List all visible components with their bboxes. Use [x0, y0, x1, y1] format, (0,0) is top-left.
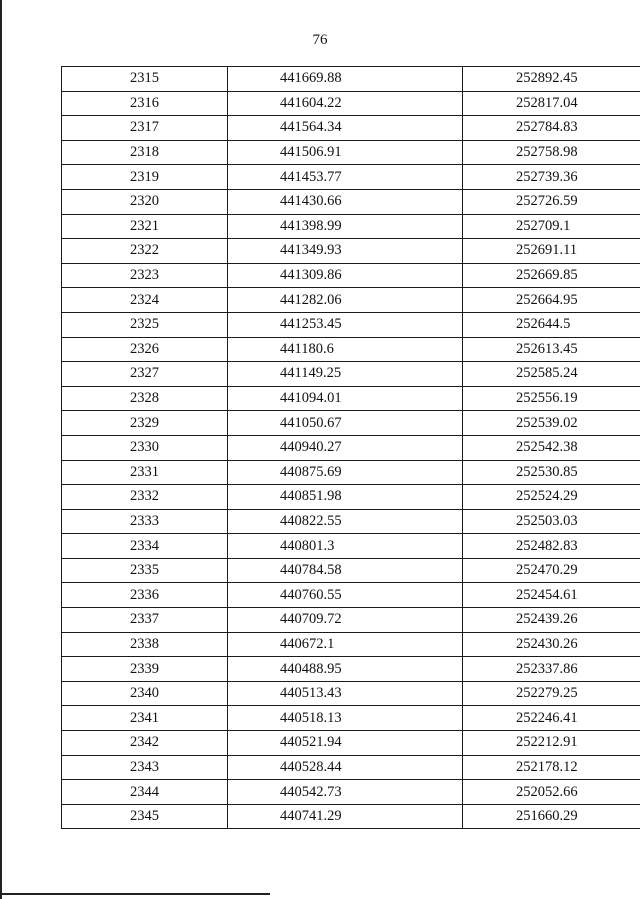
- x-coordinate-cell: 440709.72: [228, 608, 463, 633]
- point-id-cell: 2340: [62, 681, 228, 706]
- y-coordinate-cell: 252784.83: [463, 116, 640, 141]
- point-id-cell: 2345: [62, 804, 228, 829]
- table-row: [62, 312, 640, 337]
- x-coordinate-cell: 441149.25: [228, 362, 463, 387]
- x-coordinate-cell: 441180.6: [228, 337, 463, 362]
- point-id-cell: 2332: [62, 485, 228, 510]
- point-id-cell: 2344: [62, 780, 228, 805]
- y-coordinate-cell: 252709.1: [463, 214, 640, 239]
- table-row: [62, 165, 640, 190]
- x-coordinate-cell: 440521.94: [228, 731, 463, 756]
- table-row: [62, 731, 640, 756]
- table-row: [62, 116, 640, 141]
- coordinate-table: [61, 66, 640, 829]
- x-coordinate-cell: 440672.1: [228, 632, 463, 657]
- x-coordinate-cell: 440542.73: [228, 780, 463, 805]
- y-coordinate-cell: 252337.86: [463, 657, 640, 682]
- y-coordinate-cell: 252212.91: [463, 731, 640, 756]
- y-coordinate-cell: 252669.85: [463, 263, 640, 288]
- x-coordinate-cell: 441282.06: [228, 288, 463, 313]
- point-id-cell: 2328: [62, 386, 228, 411]
- y-coordinate-cell: 252758.98: [463, 140, 640, 165]
- y-coordinate-cell: 252613.45: [463, 337, 640, 362]
- point-id-cell: 2315: [62, 67, 228, 92]
- table-row: [62, 657, 640, 682]
- x-coordinate-cell: 440784.58: [228, 558, 463, 583]
- table-row: [62, 583, 640, 608]
- x-coordinate-cell: 440528.44: [228, 755, 463, 780]
- table-row: [62, 681, 640, 706]
- point-id-cell: 2320: [62, 189, 228, 214]
- point-id-cell: 2330: [62, 435, 228, 460]
- x-coordinate-cell: 441564.34: [228, 116, 463, 141]
- scan-edge-left: [0, 0, 2, 899]
- x-coordinate-cell: 440488.95: [228, 657, 463, 682]
- table-row: [62, 214, 640, 239]
- y-coordinate-cell: 252454.61: [463, 583, 640, 608]
- table-row: [62, 780, 640, 805]
- point-id-cell: 2343: [62, 755, 228, 780]
- x-coordinate-cell: 441430.66: [228, 189, 463, 214]
- x-coordinate-cell: 440940.27: [228, 435, 463, 460]
- scan-edge-bottom: [0, 893, 270, 895]
- point-id-cell: 2338: [62, 632, 228, 657]
- x-coordinate-cell: 440801.3: [228, 534, 463, 559]
- y-coordinate-cell: 252817.04: [463, 91, 640, 116]
- x-coordinate-cell: 441349.93: [228, 239, 463, 264]
- table-row: [62, 534, 640, 559]
- y-coordinate-cell: 252530.85: [463, 460, 640, 485]
- x-coordinate-cell: 440875.69: [228, 460, 463, 485]
- point-id-cell: 2327: [62, 362, 228, 387]
- x-coordinate-cell: 441453.77: [228, 165, 463, 190]
- x-coordinate-cell: 440518.13: [228, 706, 463, 731]
- y-coordinate-cell: 252691.11: [463, 239, 640, 264]
- x-coordinate-cell: 440741.29: [228, 804, 463, 829]
- point-id-cell: 2318: [62, 140, 228, 165]
- y-coordinate-cell: 252542.38: [463, 435, 640, 460]
- table-row: [62, 91, 640, 116]
- x-coordinate-cell: 441094.01: [228, 386, 463, 411]
- point-id-cell: 2322: [62, 239, 228, 264]
- y-coordinate-cell: 252664.95: [463, 288, 640, 313]
- table-row: [62, 362, 640, 387]
- table-row: [62, 239, 640, 264]
- y-coordinate-cell: 252470.29: [463, 558, 640, 583]
- y-coordinate-cell: 252430.26: [463, 632, 640, 657]
- x-coordinate-cell: 440513.43: [228, 681, 463, 706]
- point-id-cell: 2342: [62, 731, 228, 756]
- y-coordinate-cell: 252739.36: [463, 165, 640, 190]
- point-id-cell: 2325: [62, 312, 228, 337]
- x-coordinate-cell: 440822.55: [228, 509, 463, 534]
- point-id-cell: 2335: [62, 558, 228, 583]
- point-id-cell: 2336: [62, 583, 228, 608]
- table-row: [62, 509, 640, 534]
- point-id-cell: 2324: [62, 288, 228, 313]
- point-id-cell: 2326: [62, 337, 228, 362]
- y-coordinate-cell: 252503.03: [463, 509, 640, 534]
- table-row: [62, 263, 640, 288]
- y-coordinate-cell: 252482.83: [463, 534, 640, 559]
- x-coordinate-cell: 441050.67: [228, 411, 463, 436]
- x-coordinate-cell: 440851.98: [228, 485, 463, 510]
- table-row: [62, 558, 640, 583]
- y-coordinate-cell: 252246.41: [463, 706, 640, 731]
- table-row: [62, 411, 640, 436]
- table-row: [62, 755, 640, 780]
- y-coordinate-cell: 252539.02: [463, 411, 640, 436]
- table-row: [62, 435, 640, 460]
- table-row: [62, 189, 640, 214]
- table-row: [62, 706, 640, 731]
- point-id-cell: 2341: [62, 706, 228, 731]
- page-number: 76: [312, 32, 328, 48]
- point-id-cell: 2329: [62, 411, 228, 436]
- table-row: [62, 67, 640, 92]
- point-id-cell: 2334: [62, 534, 228, 559]
- y-coordinate-cell: 252524.29: [463, 485, 640, 510]
- table-row: [62, 804, 640, 829]
- table-row: [62, 140, 640, 165]
- x-coordinate-cell: 441604.22: [228, 91, 463, 116]
- y-coordinate-cell: 252644.5: [463, 312, 640, 337]
- y-coordinate-cell: 251660.29: [463, 804, 640, 829]
- y-coordinate-cell: 252726.59: [463, 189, 640, 214]
- table-row: [62, 485, 640, 510]
- table-row: [62, 460, 640, 485]
- point-id-cell: 2339: [62, 657, 228, 682]
- point-id-cell: 2323: [62, 263, 228, 288]
- coordinate-table-container: [61, 66, 588, 829]
- x-coordinate-cell: 441398.99: [228, 214, 463, 239]
- x-coordinate-cell: 441253.45: [228, 312, 463, 337]
- y-coordinate-cell: 252585.24: [463, 362, 640, 387]
- x-coordinate-cell: 440760.55: [228, 583, 463, 608]
- point-id-cell: 2337: [62, 608, 228, 633]
- table-row: [62, 608, 640, 633]
- table-row: [62, 288, 640, 313]
- table-row: [62, 337, 640, 362]
- point-id-cell: 2316: [62, 91, 228, 116]
- y-coordinate-cell: 252556.19: [463, 386, 640, 411]
- point-id-cell: 2331: [62, 460, 228, 485]
- table-row: [62, 632, 640, 657]
- x-coordinate-cell: 441309.86: [228, 263, 463, 288]
- y-coordinate-cell: 252439.26: [463, 608, 640, 633]
- table-row: [62, 386, 640, 411]
- y-coordinate-cell: 252052.66: [463, 780, 640, 805]
- y-coordinate-cell: 252279.25: [463, 681, 640, 706]
- point-id-cell: 2333: [62, 509, 228, 534]
- y-coordinate-cell: 252178.12: [463, 755, 640, 780]
- y-coordinate-cell: 252892.45: [463, 67, 640, 92]
- point-id-cell: 2321: [62, 214, 228, 239]
- x-coordinate-cell: 441669.88: [228, 67, 463, 92]
- x-coordinate-cell: 441506.91: [228, 140, 463, 165]
- point-id-cell: 2319: [62, 165, 228, 190]
- point-id-cell: 2317: [62, 116, 228, 141]
- coordinate-table-body: [62, 67, 640, 829]
